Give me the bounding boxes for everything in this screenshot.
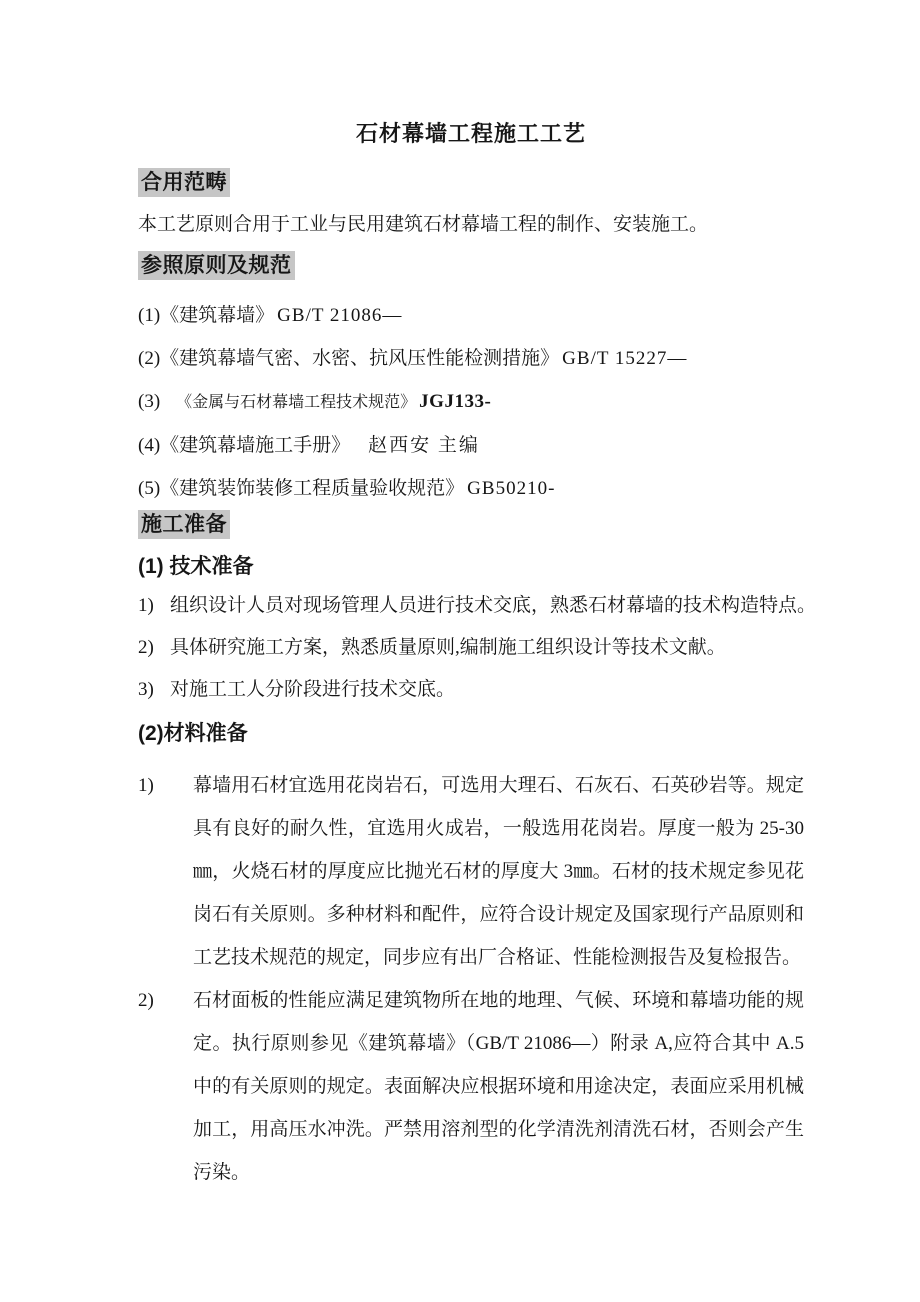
reference-code: JGJ133-	[419, 391, 492, 412]
list-item-text: 具体研究施工方案，熟悉质量原则,编制施工组织设计等技术文献。	[170, 637, 726, 658]
reference-number: (4)	[138, 435, 161, 456]
subsection-technical-heading: (1) 技术准备	[138, 555, 254, 578]
list-item-number: 1)	[138, 775, 154, 796]
reference-list	[138, 294, 804, 510]
list-item-text: 幕墙用石材宜选用花岗岩石，可选用大理石、石灰石、石英砂岩等。规定具有良好的耐久性，宜选用火成岩，一般选用花岗岩。厚度一般为 25-30㎜，火烧石材的厚度应比抛光石材的厚度大 3㎜。石材的技术规定参见花岗石有关原则。多种材料和配件，应符合设计规定及国家现行产品原则和工艺技术规范的规定，同步应有出厂合格证、性能检测报告及复检报告。	[193, 775, 804, 968]
reference-item	[138, 380, 804, 424]
list-item	[138, 585, 817, 627]
reference-code: GB/T 21086—	[277, 305, 403, 326]
list-item-text: 对施工工人分阶段进行技术交底。	[170, 679, 456, 700]
reference-item	[138, 294, 804, 337]
reference-book-title: 《建筑幕墙气密、水密、抗风压性能检测措施》	[160, 348, 560, 369]
list-item-number: 3)	[138, 679, 154, 700]
section-preparation	[138, 510, 804, 539]
section-heading-preparation: 施工准备	[138, 510, 230, 539]
reference-code: GB50210-	[467, 478, 556, 499]
list-item-text: 石材面板的性能应满足建筑物所在地的地理、气候、环境和幕墙功能的规定。执行原则参见《建筑幕墙》（GB/T 21086—）附录 A,应符合其中 A.5 中的有关原则的规定。表面解决应根据环境和用途决定，表面应采用机械加工，用高压水冲洗。严禁用溶剂型的化学清洗剂清洗石材，否则会产生污染。	[193, 990, 804, 1183]
reference-item	[138, 337, 804, 380]
list-item	[138, 979, 804, 1194]
reference-book-title: 《金属与石材幕墙工程技术规范》	[176, 394, 417, 411]
reference-number: (2)	[138, 348, 161, 369]
list-item	[138, 764, 804, 979]
reference-number: (3)	[138, 391, 161, 412]
list-item-text: 组织设计人员对现场管理人员进行技术交底，熟悉石材幕墙的技术构造特点。	[170, 595, 817, 616]
reference-item	[138, 467, 804, 510]
list-item	[138, 627, 804, 669]
list-item-number: 1)	[138, 595, 154, 616]
scope-text: 本工艺原则合用于工业与民用建筑石材幕墙工程的制作、安装施工。	[138, 214, 709, 235]
reference-number: (5)	[138, 478, 161, 499]
section-heading-references: 参照原则及规范	[138, 251, 295, 280]
material-list	[138, 764, 804, 1194]
section-heading-scope: 合用范畴	[138, 168, 230, 197]
reference-number: (1)	[138, 305, 161, 326]
section-scope	[138, 168, 804, 197]
reference-author: 赵西安 主编	[368, 435, 480, 456]
reference-book-title: 《建筑幕墙施工手册》	[160, 435, 351, 456]
list-item	[138, 669, 804, 711]
section-references	[138, 251, 804, 280]
document-title: 石材幕墙工程施工工艺	[355, 121, 586, 146]
list-item-number: 2)	[138, 637, 154, 658]
technical-list	[138, 585, 817, 711]
list-item-number: 2)	[138, 990, 154, 1011]
subsection-material-heading: (2)材料准备	[138, 722, 248, 745]
reference-book-title: 《建筑装饰装修工程质量验收规范》	[160, 478, 465, 499]
reference-code: GB/T 15227—	[562, 348, 688, 369]
reference-book-title: 《建筑幕墙》	[160, 305, 275, 326]
reference-item	[138, 424, 804, 467]
